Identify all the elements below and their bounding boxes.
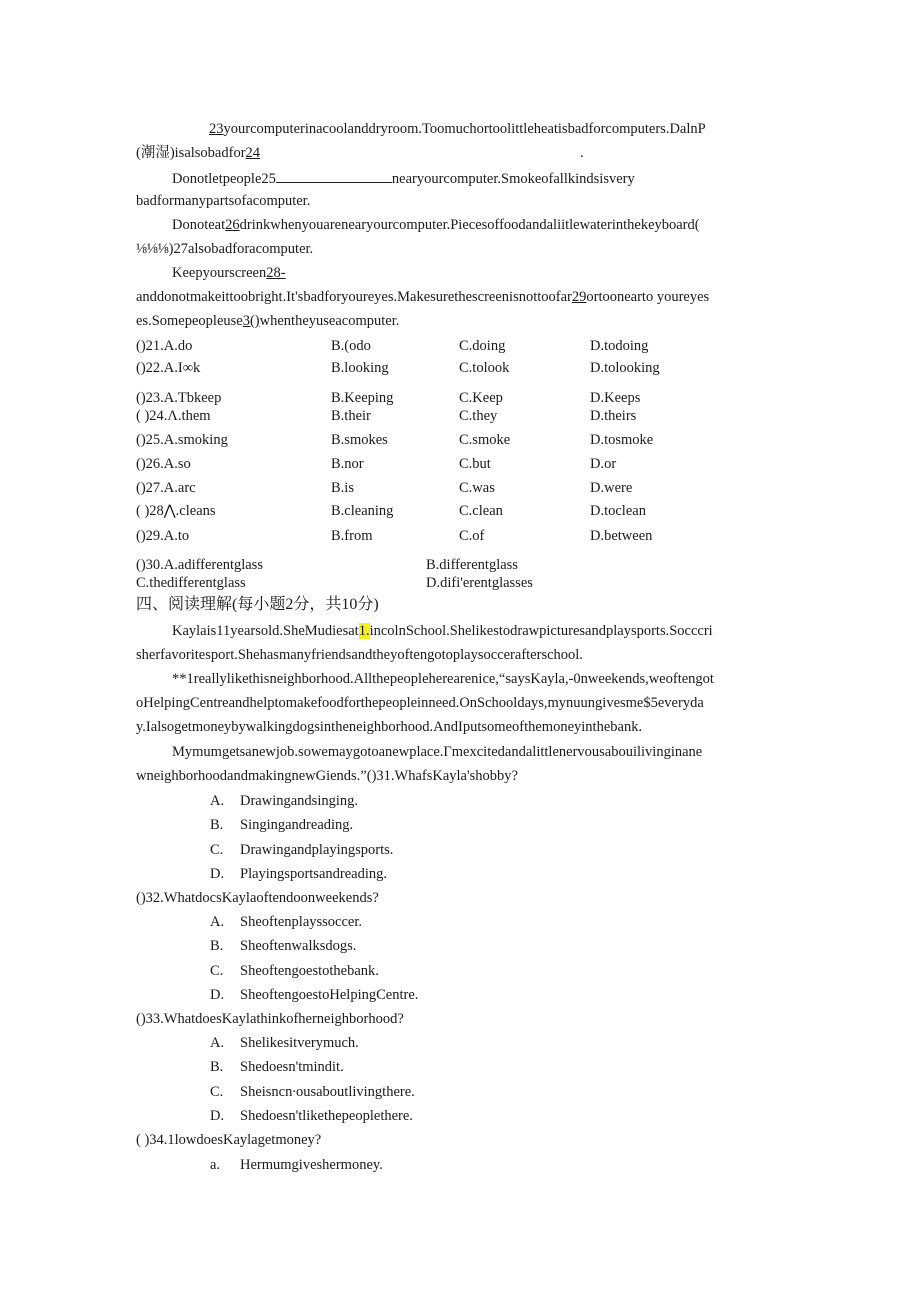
blank-number: 29 <box>571 289 587 305</box>
option-28-c: C.clean <box>459 503 503 519</box>
option-letter: a. <box>210 1157 221 1173</box>
cloze-line <box>172 216 700 234</box>
option-q30-a: ()30.A.adifferentglass <box>136 557 263 573</box>
option-text: Sheoftenplayssoccer. <box>240 914 363 930</box>
option-21-b: B.(odo <box>331 338 371 354</box>
answer-blank <box>276 168 392 183</box>
question-32: ()32.WhatdocsKaylaoftendoonweekends? <box>136 890 379 906</box>
option-22-c: C.tolook <box>459 360 510 376</box>
option-28-d: D.toclean <box>590 503 646 519</box>
option-letter: C. <box>210 841 224 858</box>
option-text: Drawingandplayingsports. <box>240 841 394 858</box>
option-29-a: ()29.A.to <box>136 528 190 544</box>
option-text: Drawingandsinging. <box>240 793 358 809</box>
passage-line: Mymumgetsanewjob.sowemaygotoanewplace.Γmexcitedandalittlenervousabouilivinginane <box>172 744 703 760</box>
option-24-c: C.they <box>459 408 498 424</box>
cloze-line <box>136 288 709 306</box>
cloze-line <box>136 192 310 210</box>
option-text: Hermumgiveshermoney. <box>240 1157 383 1173</box>
option-q30-c: C.thedifferentglass <box>136 575 246 591</box>
option-23-a: ()23.A.Tbkeep <box>136 390 222 406</box>
option-27-a: ()27.A.arc <box>136 480 196 496</box>
option-22-b: B.looking <box>331 360 389 376</box>
option-24-d: D.theirs <box>590 408 637 424</box>
option-29-c: C.of <box>459 528 485 544</box>
option-21-d: D.todoing <box>590 338 649 354</box>
passage-text: yourcomputerinacoolanddryroom.Toomuchortoolittleheatisbadforcomputers.DalnP <box>223 121 706 137</box>
option-26-b: B.nor <box>331 456 364 472</box>
blank-number: 3() <box>242 313 260 329</box>
passage-text: ⅛⅛⅛)27alsobadforacomputer. <box>136 241 314 257</box>
option-26-a: ()26.A.so <box>136 456 191 472</box>
option-27-d: D.were <box>590 480 633 496</box>
passage-text: Donoteat <box>172 217 226 233</box>
option-25-a: ()25.A.smoking <box>136 432 228 448</box>
passage-text: whentheyuseacomputer. <box>259 313 400 329</box>
blank-number: 25 <box>261 171 276 187</box>
option-text: Shedoesn'tmindit. <box>240 1059 344 1076</box>
option-letter: D. <box>210 986 225 1003</box>
option-27-b: B.is <box>331 480 354 496</box>
option-letter: C. <box>210 1083 224 1100</box>
blank-number: 24 <box>245 145 261 161</box>
option-letter: D. <box>210 865 225 882</box>
blank-number: 26 <box>225 217 240 233</box>
cloze-line <box>209 120 706 138</box>
option-text: Sheoftengoestothebank. <box>240 962 379 979</box>
option-21-c: C.doing <box>459 338 506 354</box>
passage-text: badformanypartsofacomputer. <box>136 193 311 209</box>
passage-text: incolnSchool.Shelikestodrawpicturesandplaysports.Socccri <box>369 623 713 639</box>
option-23-d: D.Keeps <box>590 390 641 406</box>
option-letter: C. <box>210 962 224 979</box>
cloze-line <box>172 168 635 188</box>
highlighted-text: 1. <box>358 623 370 639</box>
option-29-b: B.from <box>331 528 373 544</box>
option-22-a: ()22.A.I∞k <box>136 360 201 376</box>
option-24-b: B.their <box>331 408 371 424</box>
option-28-a: ( )28⋀.cleans <box>136 503 216 519</box>
option-letter: A. <box>210 914 225 930</box>
passage-text: ortoonearto youreyes <box>586 289 710 305</box>
passage-text: anddonotmakeittoobright.It'sbadforyoureyes.Makesurethescreenisnottoofar <box>136 289 572 305</box>
option-q30-b: B.differentglass <box>426 557 518 573</box>
blank-number: 28- <box>266 265 286 281</box>
cloze-line <box>172 264 286 282</box>
section-heading: 四、阅读理解(每小题2分，共10分) <box>136 596 379 613</box>
option-24-a: ( )24.Λ.them <box>136 408 211 424</box>
option-25-c: C.smoke <box>459 432 511 448</box>
option-23-b: B.Keeping <box>331 390 394 406</box>
option-text: Shelikesitverymuch. <box>240 1035 359 1051</box>
option-q30-d: D.difi'erentglasses <box>426 575 533 591</box>
passage-text: es.Somepeopleuse <box>136 313 243 329</box>
option-text: Sheoftenwalksdogs. <box>240 938 357 955</box>
blank-number: 23 <box>209 121 224 137</box>
passage-text: Kaylais11yearsold.SheMudiesat <box>172 623 359 639</box>
option-text: Sheisncn∙ousaboutlivingthere. <box>240 1083 415 1100</box>
passage-text: Donotletpeople <box>172 171 262 187</box>
option-28-b: B.cleaning <box>331 503 394 519</box>
option-25-b: B.smokes <box>331 432 388 448</box>
option-letter: A. <box>210 1035 225 1051</box>
passage-line: **1reallylikethisneighborhood.Allthepeopleherearenice,“saysKayla,-0nweekends,weoftengot <box>172 671 714 687</box>
passage-line <box>172 622 713 640</box>
option-29-d: D.between <box>590 528 653 544</box>
option-letter: B. <box>210 938 224 955</box>
cloze-line <box>136 144 596 162</box>
passage-line: wneighborhoodandmakingnewGiends.”()31.WhafsKayla'shobby? <box>136 768 518 784</box>
question-34: ( )34.1lowdoesKaylagetmoney? <box>136 1132 322 1148</box>
option-27-c: C.was <box>459 480 495 496</box>
period: . <box>580 145 584 161</box>
passage-text: (潮湿)isalsobadfor <box>136 145 246 161</box>
option-26-d: D.or <box>590 456 617 472</box>
option-text: Shedoesn'tlikethepeoplethere. <box>240 1107 413 1124</box>
question-33: ()33.WhatdoesKaylathinkofherneighborhood? <box>136 1011 404 1027</box>
cloze-line <box>136 312 399 330</box>
option-text: Singingandreading. <box>240 817 354 834</box>
passage-line: sherfavoritesport.Shehasmanyfriendsandtheyoftengotoplaysoccerafterschool. <box>136 647 583 663</box>
option-letter: D. <box>210 1107 225 1124</box>
option-text: SheoftengoestoHelpingCentre. <box>240 986 419 1003</box>
option-23-c: C.Keep <box>459 390 503 406</box>
option-text: Playingsportsandreading. <box>240 865 387 882</box>
option-letter: B. <box>210 1059 224 1076</box>
passage-line: oHelpingCentreandhelptomakefoodforthepeopleinneed.OnSchooldays,mynuungivesme$5everyda <box>136 695 704 711</box>
passage-text: Keepyourscreen <box>172 265 267 281</box>
cloze-line <box>136 240 313 258</box>
passage-text: drinkwhenyouarenearyourcomputer.Piecesoffoodandaliitlewaterinthekeyboard( <box>239 217 700 233</box>
option-26-c: C.but <box>459 456 491 472</box>
option-letter: B. <box>210 817 224 834</box>
option-22-d: D.tolooking <box>590 360 660 376</box>
passage-text: nearyourcomputer.Smokeofallkindsisvery <box>391 171 635 187</box>
option-25-d: D.tosmoke <box>590 432 654 448</box>
option-letter: A. <box>210 793 225 809</box>
option-21-a: ()21.A.do <box>136 338 193 354</box>
passage-line: y.Ialsogetmoneybywalkingdogsintheneighborhood.AndIputsomeofthemoneyinthebank. <box>136 719 643 735</box>
